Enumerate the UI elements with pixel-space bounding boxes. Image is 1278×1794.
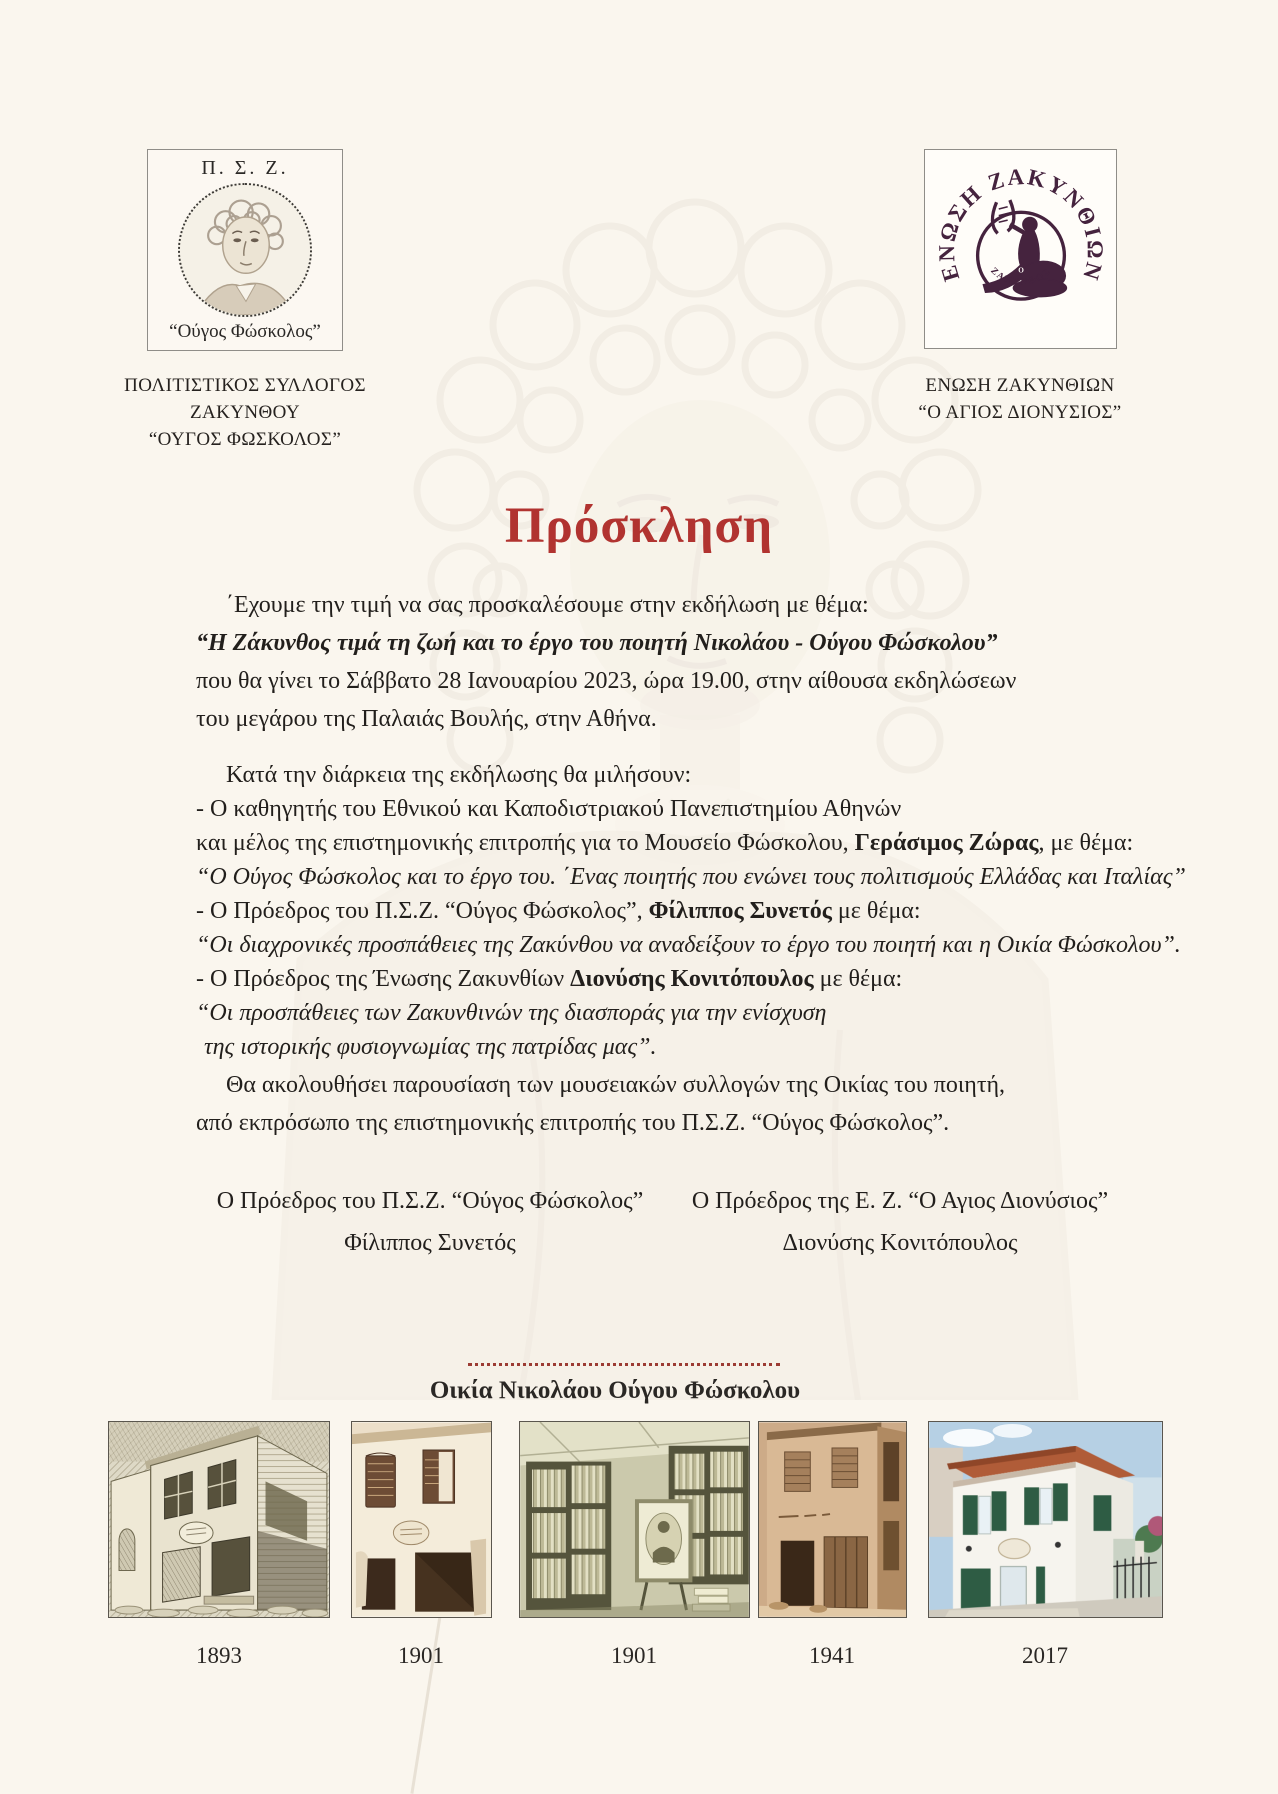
house-old-sepia-illustration <box>759 1422 906 1617</box>
svg-text:Ο: Ο <box>1017 266 1024 275</box>
talk-title-line: “Οι διαχρονικές προσπάθειες της Ζακύνθου να αναδείξουν το έργο του ποιητή και η Οικία Φώσκολου”. <box>196 932 1181 958</box>
body-line-part: - Ο Πρόεδρος του Π.Σ.Ζ. “Ούγος Φώσκολος”, <box>196 898 649 924</box>
org-left-name-line2: ΖΑΚΥΝΘΟΥ <box>190 402 300 423</box>
talk-title-line: “Οι προσπάθειες των Ζακυνθινών της διασποράς για την ενίσχυση <box>196 1000 827 1026</box>
house-sepia-illustration <box>352 1422 491 1617</box>
body-line: του μεγάρου της Παλαιάς Βουλής, στην Αθήνα. <box>196 706 657 732</box>
photo-2017-restored-house <box>928 1421 1163 1618</box>
org-left-name-line3: “ΟΥΓΟΣ ΦΩΣΚΟΛΟΣ” <box>148 429 342 450</box>
body-paragraph-presentation <box>196 1066 1216 1142</box>
org-left-portrait-caption: “Ούγος Φώσκολος” <box>169 321 321 342</box>
photo-1941-house-sepia <box>758 1421 907 1618</box>
talk-title-line: “Ο Ούγος Φώσκολος και το έργο του. ΄Ενας ποιητής που ενώνει τους πολιτισμούς Ελλάδας και Ιταλίας” <box>196 864 1186 890</box>
body-line <box>196 962 1216 996</box>
org-right-name-line2: “Ο ΑΓΙΟΣ ΔΙΟΝΥΣΙΟΣ” <box>918 402 1122 423</box>
svg-text:ΖΑΚΥΝΘΟΣ: ΖΑΚΥΝΘΟΣ <box>987 266 1053 288</box>
body-line: Θα ακολουθήσει παρουσίαση των μουσειακών συλλογών της Οικίας του ποιητή, <box>226 1072 1006 1098</box>
body-line: - Ο καθηγητής του Εθνικού και Καποδιστριακού Πανεπιστημίου Αθηνών <box>196 796 902 822</box>
event-theme-line: “Η Ζάκυνθος τιμά τη ζωή και το έργο του ποιητή Νικολάου - Ούγου Φώσκολου” <box>196 630 998 656</box>
year-label: 1893 <box>196 1643 242 1668</box>
signature-right-role: Ο Πρόεδρος της Ε. Ζ. “Ο Αγιος Διονύσιος” <box>691 1188 1109 1214</box>
talk-title-line: της ιστορικής φυσιογνωμίας της πατρίδας μας”. <box>204 1034 657 1060</box>
dotted-divider <box>468 1363 780 1366</box>
foscolo-portrait-icon <box>178 183 312 317</box>
body-line <box>196 894 1216 928</box>
year-label: 1901 <box>611 1643 657 1668</box>
signature-right <box>650 1180 1150 1264</box>
photo-1901-house-sepia <box>351 1421 492 1618</box>
house-engraving-illustration <box>109 1422 329 1617</box>
org-right-logo-box <box>924 149 1117 349</box>
body-line: που θα γίνει το Σάββατο 28 Ιανουαρίου 2023, ώρα 19.00, στην αίθουσα εκδηλώσεων <box>196 668 1017 694</box>
signature-right-name: Διονύσης Κονιτόπουλος <box>782 1230 1018 1256</box>
org-left-logo-box <box>147 149 343 351</box>
body-line-part: - Ο Πρόεδρος της Ένωσης Ζακυνθίων <box>196 966 571 992</box>
org-right-name-line1: ΕΝΩΣΗ ΖΑΚΥΝΘΙΩΝ <box>925 375 1115 396</box>
body-paragraph-intro <box>196 586 1216 738</box>
org-right-name <box>850 372 1190 426</box>
speaker-name: Γεράσιμος Ζώρας <box>854 830 1039 856</box>
body-line-part: και μέλος της επιστημονικής επιτροπής για το Μουσείο Φώσκολου, <box>196 830 855 856</box>
gallery-caption: Οικία Νικολάου Ούγου Φώσκολου <box>429 1377 801 1404</box>
zakynthians-union-seal-icon <box>932 160 1110 338</box>
org-left-name <box>65 372 425 453</box>
restored-house-color-illustration <box>929 1422 1162 1617</box>
library-interior-illustration <box>520 1422 749 1617</box>
body-line-part: , με θέμα: <box>1038 830 1134 856</box>
org-left-abbr: Π. Σ. Ζ. <box>201 157 289 179</box>
body-line: Κατά την διάρκεια της εκδήλωσης θα μιλήσουν: <box>226 762 692 788</box>
year-label: 1941 <box>809 1643 855 1668</box>
photo-1901-library-interior <box>519 1421 750 1618</box>
svg-text:ΕΝΩΣΗ ΖΑΚΥΝΘΙΩΝ: ΕΝΩΣΗ ΖΑΚΥΝΘΙΩΝ <box>933 163 1108 285</box>
signature-left <box>180 1180 680 1264</box>
body-line <box>196 826 1216 860</box>
body-paragraph-speakers <box>196 758 1216 1064</box>
body-line-part: με θέμα: <box>831 898 921 924</box>
signature-left-name: Φίλιππος Συνετός <box>344 1230 516 1256</box>
year-label: 2017 <box>1022 1643 1068 1668</box>
year-label: 1901 <box>398 1643 444 1668</box>
speaker-name: Διονύσης Κονιτόπουλος <box>570 966 814 992</box>
org-left-name-line1: ΠΟΛΙΤΙΣΤΙΚΟΣ ΣΥΛΛΟΓΟΣ <box>124 375 366 396</box>
photo-1893-house-engraving <box>108 1421 330 1618</box>
body-line-part: με θέμα: <box>813 966 903 992</box>
body-line: ΄Εχουμε την τιμή να σας προσκαλέσουμε στην εκδήλωση με θέμα: <box>226 592 869 618</box>
page-title: Πρόσκληση <box>504 498 774 554</box>
body-line: από εκπρόσωπο της επιστημονικής επιτροπής του Π.Σ.Ζ. “Ούγος Φώσκολος”. <box>196 1110 950 1136</box>
signature-left-role: Ο Πρόεδρος του Π.Σ.Ζ. “Ούγος Φώσκολος” <box>216 1188 644 1214</box>
speaker-name: Φίλιππος Συνετός <box>648 898 832 924</box>
